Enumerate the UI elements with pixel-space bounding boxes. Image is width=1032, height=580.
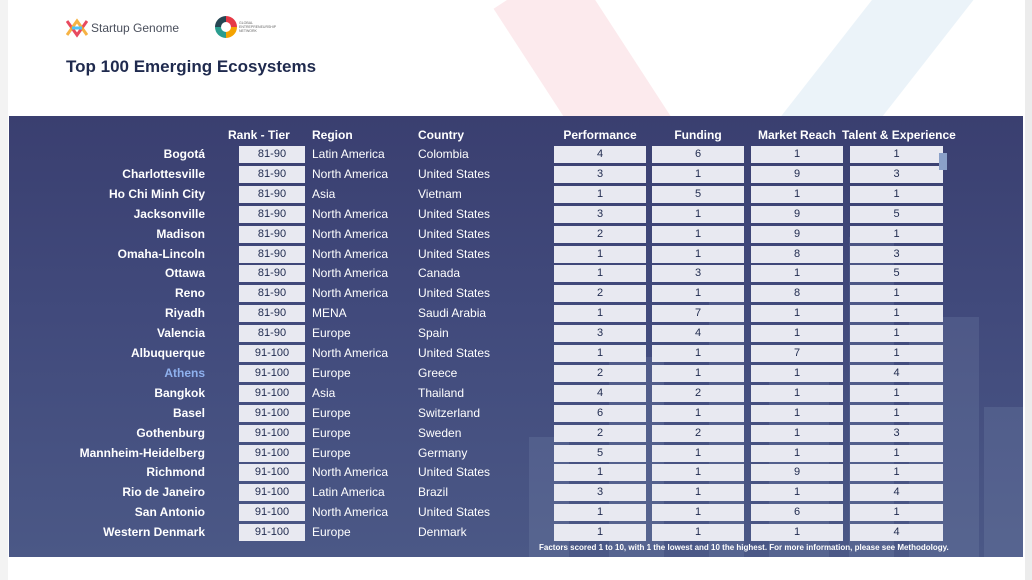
scroll-indicator <box>939 153 947 170</box>
market-reach-score-cell: 9 <box>751 206 843 223</box>
country-cell: Colombia <box>418 147 469 161</box>
city-name: Western Denmark <box>103 525 205 539</box>
market-reach-score-cell: 1 <box>751 186 843 203</box>
market-reach-score-cell: 1 <box>751 385 843 402</box>
funding-score-cell: 1 <box>652 524 744 541</box>
talent-score-cell: 3 <box>850 246 943 263</box>
funding-score-cell: 4 <box>652 325 744 342</box>
talent-score-cell: 1 <box>850 385 943 402</box>
rank-tier-cell: 91-100 <box>239 405 305 422</box>
funding-score-cell: 3 <box>652 265 744 282</box>
market-reach-score-cell: 9 <box>751 166 843 183</box>
funding-score-cell: 2 <box>652 425 744 442</box>
country-cell: Denmark <box>418 525 467 539</box>
performance-score-cell: 2 <box>554 285 646 302</box>
funding-score-cell: 1 <box>652 365 744 382</box>
performance-score-cell: 5 <box>554 445 646 462</box>
performance-score-cell: 3 <box>554 325 646 342</box>
talent-score-cell: 1 <box>850 504 943 521</box>
region-cell: Europe <box>312 406 351 420</box>
performance-score-cell: 1 <box>554 524 646 541</box>
rank-tier-cell: 81-90 <box>239 226 305 243</box>
performance-score-cell: 6 <box>554 405 646 422</box>
city-name: Ottawa <box>164 266 205 280</box>
rank-tier-cell: 91-100 <box>239 345 305 362</box>
market-reach-score-cell: 1 <box>751 146 843 163</box>
country-cell: United States <box>418 286 491 300</box>
funding-score-cell: 1 <box>652 226 744 243</box>
region-cell: Asia <box>312 187 336 201</box>
gen-logo-text: GLOBAL ENTREPRENEURSHIP NETWORK <box>239 21 277 33</box>
region-cell: North America <box>312 465 389 479</box>
region-cell: Europe <box>312 426 351 440</box>
gen-logo <box>215 16 279 38</box>
country-cell: Spain <box>418 326 449 340</box>
market-reach-score-cell: 1 <box>751 265 843 282</box>
market-reach-score-cell: 8 <box>751 285 843 302</box>
region-cell: Europe <box>312 446 351 460</box>
talent-score-cell: 1 <box>850 325 943 342</box>
city-name: Albuquerque <box>131 346 205 360</box>
region-cell: North America <box>312 266 389 280</box>
city-name: Richmond <box>146 465 205 479</box>
country-cell: Thailand <box>418 386 465 400</box>
header-funding: Funding <box>674 128 722 142</box>
funding-score-cell: 2 <box>652 385 744 402</box>
city-name: Basel <box>172 406 205 420</box>
country-cell: Brazil <box>418 485 449 499</box>
rank-tier-cell: 91-100 <box>239 484 305 501</box>
rank-tier-cell: 81-90 <box>239 265 305 282</box>
performance-score-cell: 1 <box>554 265 646 282</box>
funding-score-cell: 1 <box>652 484 744 501</box>
funding-score-cell: 1 <box>652 504 744 521</box>
region-cell: MENA <box>312 306 347 320</box>
startup-genome-logo-icon <box>66 18 88 38</box>
talent-score-cell: 1 <box>850 405 943 422</box>
region-cell: Europe <box>312 366 351 380</box>
performance-score-cell: 1 <box>554 504 646 521</box>
country-cell: United States <box>418 346 491 360</box>
startup-genome-logo <box>66 18 179 38</box>
slide <box>8 0 1032 580</box>
performance-score-cell: 3 <box>554 206 646 223</box>
country-cell: Greece <box>418 366 458 380</box>
city-name: Bangkok <box>154 386 205 400</box>
talent-score-cell: 1 <box>850 186 943 203</box>
market-reach-score-cell: 1 <box>751 405 843 422</box>
country-cell: Vietnam <box>418 187 462 201</box>
market-reach-score-cell: 1 <box>751 445 843 462</box>
market-reach-score-cell: 1 <box>751 305 843 322</box>
city-name: Riyadh <box>164 306 205 320</box>
country-cell: Canada <box>418 266 461 280</box>
funding-score-cell: 1 <box>652 246 744 263</box>
talent-score-cell: 3 <box>850 425 943 442</box>
city-name: San Antonio <box>134 505 205 519</box>
talent-score-cell: 1 <box>850 226 943 243</box>
talent-score-cell: 1 <box>850 285 943 302</box>
market-reach-score-cell: 9 <box>751 226 843 243</box>
rank-tier-cell: 81-90 <box>239 325 305 342</box>
city-name: Bogotá <box>163 147 205 161</box>
country-cell: Switzerland <box>418 406 481 420</box>
rank-tier-cell: 81-90 <box>239 206 305 223</box>
right-edge <box>1025 0 1032 580</box>
header-region: Region <box>312 128 353 142</box>
rank-tier-cell: 91-100 <box>239 524 305 541</box>
region-cell: Europe <box>312 525 351 539</box>
funding-score-cell: 1 <box>652 445 744 462</box>
region-cell: North America <box>312 227 389 241</box>
country-cell: United States <box>418 247 491 261</box>
market-reach-score-cell: 1 <box>751 425 843 442</box>
country-cell: United States <box>418 207 491 221</box>
region-cell: Latin America <box>312 485 385 499</box>
header-talent-experience: Talent & Experience <box>842 128 956 142</box>
rank-tier-cell: 91-100 <box>239 365 305 382</box>
performance-score-cell: 1 <box>554 246 646 263</box>
performance-score-cell: 4 <box>554 385 646 402</box>
header-performance: Performance <box>563 128 637 142</box>
city-name: Omaha-Lincoln <box>117 247 205 261</box>
performance-score-cell: 4 <box>554 146 646 163</box>
market-reach-score-cell: 8 <box>751 246 843 263</box>
performance-score-cell: 3 <box>554 484 646 501</box>
rank-tier-cell: 81-90 <box>239 246 305 263</box>
market-reach-score-cell: 1 <box>751 365 843 382</box>
rank-tier-cell: 91-100 <box>239 504 305 521</box>
rank-tier-cell: 81-90 <box>239 186 305 203</box>
performance-score-cell: 1 <box>554 305 646 322</box>
country-cell: United States <box>418 227 491 241</box>
talent-score-cell: 1 <box>850 445 943 462</box>
funding-score-cell: 1 <box>652 206 744 223</box>
gen-logo-icon <box>215 16 237 38</box>
performance-score-cell: 3 <box>554 166 646 183</box>
performance-score-cell: 2 <box>554 226 646 243</box>
page-title: Top 100 Emerging Ecosystems <box>66 57 317 76</box>
funding-score-cell: 1 <box>652 345 744 362</box>
region-cell: North America <box>312 167 389 181</box>
funding-score-cell: 1 <box>652 405 744 422</box>
region-cell: Europe <box>312 326 351 340</box>
rank-tier-cell: 81-90 <box>239 305 305 322</box>
region-cell: Latin America <box>312 147 385 161</box>
talent-score-cell: 1 <box>850 345 943 362</box>
rank-tier-cell: 91-100 <box>239 425 305 442</box>
rank-tier-cell: 91-100 <box>239 464 305 481</box>
country-cell: United States <box>418 167 491 181</box>
header-country: Country <box>418 128 464 142</box>
talent-score-cell: 5 <box>850 265 943 282</box>
funding-score-cell: 7 <box>652 305 744 322</box>
rank-tier-cell: 91-100 <box>239 385 305 402</box>
performance-score-cell: 1 <box>554 186 646 203</box>
talent-score-cell: 4 <box>850 365 943 382</box>
performance-score-cell: 1 <box>554 464 646 481</box>
header-rank-tier: Rank - Tier <box>228 128 290 142</box>
market-reach-score-cell: 1 <box>751 484 843 501</box>
rank-tier-cell: 81-90 <box>239 166 305 183</box>
city-name: Athens <box>164 366 205 380</box>
talent-score-cell: 5 <box>850 206 943 223</box>
performance-score-cell: 2 <box>554 365 646 382</box>
talent-score-cell: 1 <box>850 464 943 481</box>
city-name: Madison <box>156 227 205 241</box>
rank-tier-cell: 91-100 <box>239 445 305 462</box>
funding-score-cell: 1 <box>652 464 744 481</box>
country-cell: Sweden <box>418 426 462 440</box>
country-cell: Germany <box>418 446 468 460</box>
market-reach-score-cell: 9 <box>751 464 843 481</box>
talent-score-cell: 1 <box>850 305 943 322</box>
region-cell: North America <box>312 286 389 300</box>
talent-score-cell: 1 <box>850 146 943 163</box>
city-name: Mannheim-Heidelberg <box>79 446 205 460</box>
city-name: Valencia <box>156 326 205 340</box>
market-reach-score-cell: 1 <box>751 325 843 342</box>
startup-genome-logo-text: Startup Genome <box>91 21 180 35</box>
region-cell: North America <box>312 247 389 261</box>
header-market-reach: Market Reach <box>757 128 837 142</box>
city-name: Ho Chi Minh City <box>109 187 205 201</box>
country-cell: Saudi Arabia <box>418 306 487 320</box>
funding-score-cell: 1 <box>652 285 744 302</box>
region-cell: North America <box>312 207 389 221</box>
rank-tier-cell: 81-90 <box>239 285 305 302</box>
performance-score-cell: 2 <box>554 425 646 442</box>
city-name: Reno <box>175 286 205 300</box>
market-reach-score-cell: 1 <box>751 524 843 541</box>
region-cell: North America <box>312 505 389 519</box>
country-cell: United States <box>418 465 491 479</box>
city-name: Jacksonville <box>133 207 205 221</box>
funding-score-cell: 5 <box>652 186 744 203</box>
funding-score-cell: 1 <box>652 166 744 183</box>
city-name: Gothenburg <box>136 426 205 440</box>
rank-tier-cell: 81-90 <box>239 146 305 163</box>
performance-score-cell: 1 <box>554 345 646 362</box>
talent-score-cell: 3 <box>850 166 943 183</box>
city-name: Charlottesville <box>122 167 205 181</box>
region-cell: Asia <box>312 386 336 400</box>
market-reach-score-cell: 7 <box>751 345 843 362</box>
region-cell: North America <box>312 346 389 360</box>
country-cell: United States <box>418 505 491 519</box>
funding-score-cell: 6 <box>652 146 744 163</box>
market-reach-score-cell: 6 <box>751 504 843 521</box>
talent-score-cell: 4 <box>850 524 943 541</box>
footnote: Factors scored 1 to 10, with 1 the lowest and 10 the highest. For more information, please see Methodology. <box>539 543 949 552</box>
city-name: Rio de Janeiro <box>122 485 205 499</box>
talent-score-cell: 4 <box>850 484 943 501</box>
